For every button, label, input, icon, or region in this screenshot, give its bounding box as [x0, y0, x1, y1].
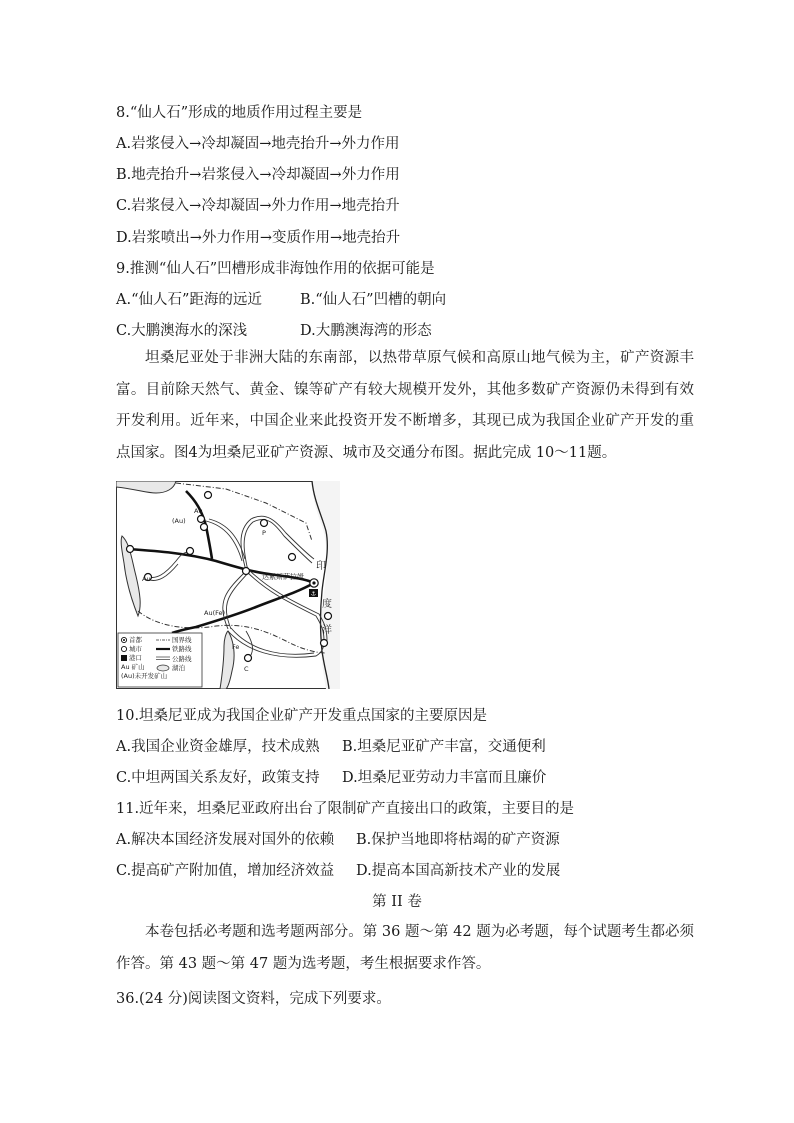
- label-c: C: [244, 665, 249, 673]
- q9-stem: 9.推测“仙人石”凹槽形成非海蚀作用的依据可能是: [116, 261, 435, 277]
- label-ocean-2: 度: [322, 599, 332, 610]
- q11-option-b: B.保护当地即将枯竭的矿产资源: [356, 832, 560, 848]
- q11-option-a: A.解决本国经济发展对国外的依赖: [116, 832, 335, 848]
- q9-option-b: B.“仙人石”凹槽的朝向: [300, 292, 447, 308]
- q10-option-b: B.坦桑尼亚矿产丰富，交通便利: [342, 739, 546, 755]
- legend-railway: 铁路线: [172, 645, 192, 653]
- label-capital-city: 达累斯萨拉姆: [262, 573, 304, 581]
- label-au-undeveloped: (Au): [172, 517, 186, 525]
- q8-option-a: A.岩浆侵入→冷却凝固→地壳抬升→外力作用: [116, 136, 400, 152]
- label-ocean-3: 洋: [322, 625, 332, 636]
- q10-option-a: A.我国企业资金雄厚，技术成熟: [116, 739, 320, 755]
- tanzania-map: [116, 481, 340, 689]
- q9-option-d: D.大鹏澳海湾的形态: [300, 323, 432, 339]
- label-fe: Fe: [232, 643, 240, 651]
- part2-intro: 本卷包括必考题和选考题两部分。第 36 题～第 42 题为必考题，每个试题考生都必须作答。第 43 题～第 47 题为选考题，考生根据要求作答。: [116, 924, 694, 972]
- q8-option-c: C.岩浆侵入→冷却凝固→外力作用→地壳抬升: [116, 198, 400, 214]
- q10-option-c: C.中坦两国关系友好，政策支持: [116, 770, 320, 786]
- q11-stem: 11.近年来，坦桑尼亚政府出台了限制矿产直接出口的政策，主要目的是: [116, 801, 575, 817]
- map-legend: [118, 633, 202, 687]
- label-au-fe: Au(Fe): [204, 609, 226, 617]
- capital-dot: [312, 581, 315, 584]
- q36-stem: 36.(24 分)阅读图文资料，完成下列要求。: [116, 991, 391, 1007]
- label-ocean-1: 印: [316, 561, 326, 572]
- q8-option-b: B.地壳抬升→岩浆侵入→冷却凝固→外力作用: [116, 167, 400, 183]
- q11-option-d: D.提高本国高新技术产业的发展: [356, 863, 561, 879]
- q10-option-d: D.坦桑尼亚劳动力丰富而且廉价: [342, 770, 547, 786]
- part2-title: 第 II 卷: [372, 894, 422, 910]
- material-paragraph: 坦桑尼亚处于非洲大陆的东南部，以热带草原气候和高原山地气候为主，矿产资源丰富。目前除天然气、黄金、镍等矿产有较大规模开发外，其他多数矿产资源仍未得到有效开发利用。近年来，中国企业来此投资开发不断增多，其现已成为我国企业矿产开发的重点国家。图4为坦桑尼亚矿产资源、城市及交通分布图。据此完成 10～11题。: [116, 350, 694, 461]
- q9-option-a: A.“仙人石”距海的远近: [116, 292, 262, 308]
- legend-city: 城市: [129, 645, 142, 653]
- q8-option-d: D.岩浆喷出→外力作用→变质作用→地壳抬升: [116, 230, 401, 246]
- label-au3: Au: [142, 575, 151, 583]
- label-p: P: [262, 529, 266, 537]
- q10-stem: 10.坦桑尼亚成为我国企业矿产开发重点国家的主要原因是: [116, 708, 488, 724]
- legend-border: 国界线: [172, 636, 192, 644]
- q11-option-c: C.提高矿产附加值，增加经济效益: [116, 863, 335, 879]
- legend-capital: 首都: [129, 636, 142, 644]
- legend-undeveloped: (Au)未开发矿山: [121, 672, 168, 680]
- legend-port: 港口: [129, 654, 142, 662]
- svg-text:⚓: ⚓: [310, 590, 317, 598]
- label-au1: Au: [194, 507, 203, 515]
- legend-mine: Au 矿山: [121, 663, 145, 671]
- q8-stem: 8.“仙人石”形成的地质作用过程主要是: [116, 105, 363, 121]
- legend-lake: 湖泊: [172, 664, 185, 672]
- q9-option-c: C.大鹏澳海水的深浅: [116, 323, 248, 339]
- legend-highway: 公路线: [172, 655, 192, 663]
